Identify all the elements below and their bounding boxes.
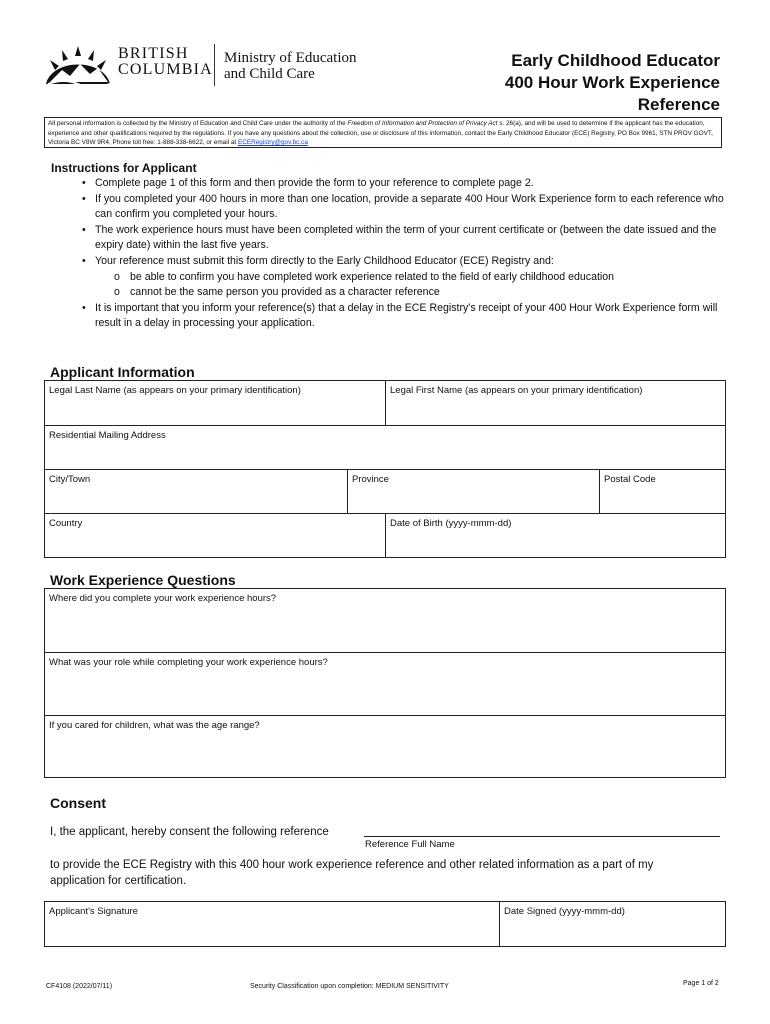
country-label: Country <box>49 518 83 529</box>
sub-list-item: o cannot be the same person you provided as a character reference <box>80 285 730 301</box>
security-classification: Security Classification upon completion: MEDIUM SENSITIVITY <box>250 983 449 990</box>
province-field[interactable] <box>348 470 599 513</box>
city-label: City/Town <box>49 474 91 485</box>
age-range-label: If you cared for children, what was the age range? <box>49 720 260 731</box>
privacy-notice: All personal information is collected by the Ministry of Education and Child Care under the authority of the Freedom of Information and Protection of Privacy Act s. 26(a), and will be used to determine if the applicant has the education, experience and other qualifications required by the regulations. If you have any questions about the collection, use or disclosure of this information, contact the Early Childhood Educator (ECE) Registry, PO Box 9961, STN PROV GOVT, Victoria BC V8W 9R4, Phone toll free: 1-888-338-6622, or email at ECERegistry@gov.bc.ca <box>44 117 722 148</box>
city-field[interactable] <box>45 470 347 513</box>
signature-label: Applicant's Signature <box>49 906 138 917</box>
consent-line-1: I, the applicant, hereby consent the following reference <box>50 826 329 838</box>
signature-field[interactable] <box>45 902 499 946</box>
date-of-birth-field[interactable] <box>386 514 725 557</box>
logo-divider <box>214 44 215 86</box>
applicant-info-heading: Applicant Information <box>50 364 195 380</box>
registry-email-link[interactable]: ECERegistry@gov.bc.ca <box>237 139 308 146</box>
last-name-label: Legal Last Name (as appears on your primary identification) <box>49 385 301 396</box>
reference-name-field[interactable] <box>364 836 720 837</box>
work-role-field[interactable] <box>45 653 725 715</box>
list-item: • The work experience hours must have been completed within the term of your current certificate or (between the date issued and the expiry date) within the last five years. <box>80 223 730 254</box>
list-item: • Your reference must submit this form directly to the Early Childhood Educator (ECE) Registry and: <box>80 254 730 270</box>
date-signed-field[interactable] <box>500 902 725 946</box>
address-label: Residential Mailing Address <box>49 430 166 441</box>
bc-logo <box>44 44 364 92</box>
first-name-label: Legal First Name (as appears on your primary identification) <box>390 385 643 396</box>
form-id: CF4108 (2022/07/11) <box>46 983 113 990</box>
bc-wordmark: BRITISH COLUMBIA <box>118 45 213 78</box>
work-role-label: What was your role while completing your work experience hours? <box>49 657 328 668</box>
work-location-label: Where did you complete your work experience hours? <box>49 593 277 604</box>
bc-sun-mountains-icon <box>44 44 114 88</box>
country-field[interactable] <box>45 514 385 557</box>
list-item: • Complete page 1 of this form and then provide the form to your reference to complete page 2. <box>80 176 730 192</box>
ministry-name: Ministry of Education and Child Care <box>224 50 357 82</box>
signature-box <box>44 901 726 947</box>
age-range-field[interactable] <box>45 716 725 777</box>
work-experience-heading: Work Experience Questions <box>50 572 236 588</box>
work-location-field[interactable] <box>45 589 725 652</box>
instructions-title: Instructions for Applicant <box>51 161 197 175</box>
last-name-field[interactable] <box>45 381 385 425</box>
postal-code-field[interactable] <box>600 470 725 513</box>
sub-list-item: o be able to confirm you have completed work experience related to the field of early childhood education <box>80 270 730 286</box>
date-signed-label: Date Signed (yyyy-mmm-dd) <box>504 906 625 917</box>
form-title: Early Childhood Educator 400 Hour Work Experience Reference <box>504 51 720 114</box>
instructions-list <box>80 176 730 332</box>
consent-heading: Consent <box>50 795 106 811</box>
page-number: Page 1 of 2 <box>683 980 719 987</box>
first-name-field[interactable] <box>386 381 725 425</box>
work-experience-box <box>44 588 726 778</box>
list-item: • If you completed your 400 hours in more than one location, provide a separate 400 Hour Work Experience form to each reference who can confirm you completed your hours. <box>80 192 730 223</box>
postal-code-label: Postal Code <box>604 474 656 485</box>
reference-name-label: Reference Full Name <box>365 839 455 850</box>
date-of-birth-label: Date of Birth (yyyy-mmm-dd) <box>390 518 512 529</box>
province-label: Province <box>352 474 389 485</box>
list-item: • It is important that you inform your reference(s) that a delay in the ECE Registry's receipt of your 400 Hour Work Experience form will result in a delay in processing your application. <box>80 301 730 332</box>
address-field[interactable] <box>45 426 725 469</box>
consent-statement: to provide the ECE Registry with this 400 hour work experience reference and other related information as a part of my application for certification. <box>50 859 654 887</box>
applicant-info-box <box>44 380 726 558</box>
